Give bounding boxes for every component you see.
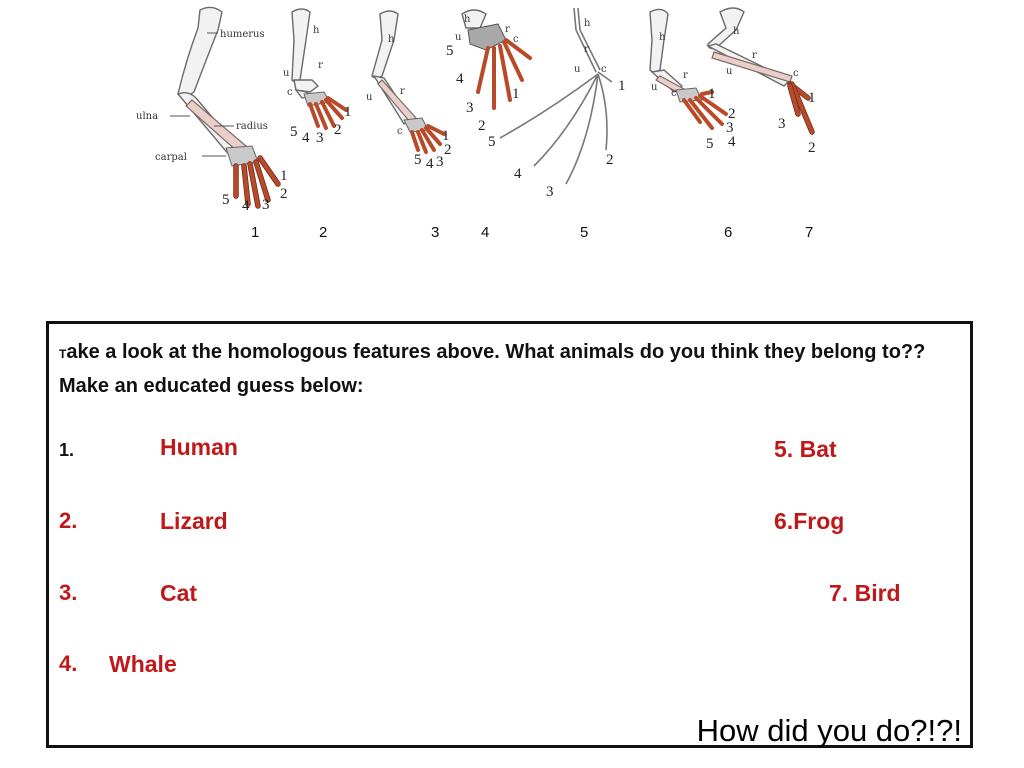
svg-text:2: 2 bbox=[444, 142, 452, 158]
svg-text:1: 1 bbox=[442, 128, 450, 144]
limb-number: 3 bbox=[431, 224, 440, 241]
label-humerus: humerus bbox=[220, 29, 265, 40]
label-radius: radius bbox=[236, 121, 268, 132]
limb-number: 7 bbox=[805, 224, 814, 241]
svg-text:2: 2 bbox=[606, 152, 614, 168]
svg-text:1: 1 bbox=[344, 104, 352, 120]
svg-text:4: 4 bbox=[302, 130, 310, 146]
svg-text:5: 5 bbox=[222, 192, 230, 208]
answer-number: 1. bbox=[59, 440, 75, 460]
label-carpal: carpal bbox=[155, 152, 187, 163]
svg-text:u: u bbox=[651, 82, 658, 93]
svg-text:c: c bbox=[601, 64, 607, 75]
svg-text:r: r bbox=[752, 50, 757, 61]
svg-text:1: 1 bbox=[708, 86, 716, 102]
svg-text:r: r bbox=[505, 24, 510, 35]
limb-bird bbox=[708, 8, 816, 156]
svg-text:u: u bbox=[366, 92, 373, 103]
svg-text:1: 1 bbox=[808, 90, 816, 106]
limb-human bbox=[136, 7, 288, 214]
svg-text:u: u bbox=[726, 66, 733, 77]
answer-lizard: Lizard bbox=[160, 508, 228, 534]
prompt-text: Take a look at the homologous features above. What animals do you think they belong to?? Make an educated guess below: bbox=[59, 341, 926, 397]
answer-frog: 6.Frog bbox=[774, 508, 845, 534]
svg-text:h: h bbox=[313, 25, 320, 36]
svg-text:3: 3 bbox=[316, 130, 324, 146]
svg-text:5: 5 bbox=[706, 136, 714, 152]
svg-text:u: u bbox=[283, 68, 290, 79]
limb-whale bbox=[446, 10, 530, 134]
svg-text:h: h bbox=[464, 14, 471, 25]
svg-text:5: 5 bbox=[290, 124, 298, 140]
svg-text:5: 5 bbox=[446, 43, 454, 59]
limb-number: 2 bbox=[319, 224, 328, 241]
answer-bat: 5. Bat bbox=[774, 436, 837, 462]
svg-text:3: 3 bbox=[546, 184, 554, 200]
svg-text:1: 1 bbox=[512, 86, 520, 102]
answer-number: 2. bbox=[59, 508, 78, 533]
answer-bird: 7. Bird bbox=[829, 580, 901, 606]
svg-text:c: c bbox=[397, 126, 403, 137]
svg-text:u: u bbox=[455, 32, 462, 43]
limb-cat bbox=[366, 11, 452, 172]
svg-text:r: r bbox=[683, 70, 688, 81]
svg-text:r: r bbox=[400, 86, 405, 97]
answer-human: Human bbox=[160, 434, 238, 460]
svg-text:2: 2 bbox=[334, 122, 342, 138]
svg-text:c: c bbox=[793, 68, 799, 79]
homologous-limbs-diagram bbox=[0, 0, 1024, 250]
svg-text:4: 4 bbox=[426, 156, 434, 172]
svg-text:3: 3 bbox=[262, 197, 270, 213]
limb-bat bbox=[488, 8, 626, 200]
svg-text:3: 3 bbox=[466, 100, 474, 116]
svg-text:c: c bbox=[513, 34, 519, 45]
answer-cat: Cat bbox=[160, 580, 198, 606]
svg-text:h: h bbox=[388, 34, 395, 45]
svg-text:3: 3 bbox=[726, 120, 734, 136]
closing-text: How did you do?!?! bbox=[696, 713, 962, 748]
svg-text:c: c bbox=[671, 88, 677, 99]
label-ulna: ulna bbox=[136, 111, 159, 122]
svg-text:2: 2 bbox=[478, 118, 486, 134]
limb-number: 4 bbox=[481, 224, 490, 241]
svg-text:4: 4 bbox=[728, 134, 736, 150]
svg-text:2: 2 bbox=[808, 140, 816, 156]
svg-text:h: h bbox=[659, 32, 666, 43]
svg-text:3: 3 bbox=[436, 154, 444, 170]
limb-number: 1 bbox=[251, 224, 260, 241]
svg-text:3: 3 bbox=[778, 116, 786, 132]
answer-whale: Whale bbox=[109, 651, 177, 677]
svg-text:h: h bbox=[733, 26, 740, 37]
svg-text:2: 2 bbox=[280, 186, 288, 202]
limb-lizard bbox=[283, 9, 352, 146]
svg-text:4: 4 bbox=[456, 71, 464, 87]
svg-text:c: c bbox=[287, 87, 293, 98]
svg-text:5: 5 bbox=[488, 134, 496, 150]
svg-text:r: r bbox=[584, 44, 589, 55]
svg-text:2: 2 bbox=[728, 106, 736, 122]
svg-text:h: h bbox=[584, 18, 591, 29]
svg-text:1: 1 bbox=[618, 78, 626, 94]
svg-text:r: r bbox=[318, 60, 323, 71]
svg-text:5: 5 bbox=[414, 152, 422, 168]
limb-number: 5 bbox=[580, 224, 589, 241]
answer-number: 3. bbox=[59, 580, 78, 605]
svg-text:u: u bbox=[574, 64, 581, 75]
answer-box bbox=[46, 321, 973, 748]
answer-number: 4. bbox=[59, 651, 78, 676]
limb-number: 6 bbox=[724, 224, 733, 241]
svg-text:4: 4 bbox=[242, 198, 250, 214]
svg-text:1: 1 bbox=[280, 168, 288, 184]
svg-text:4: 4 bbox=[514, 166, 522, 182]
